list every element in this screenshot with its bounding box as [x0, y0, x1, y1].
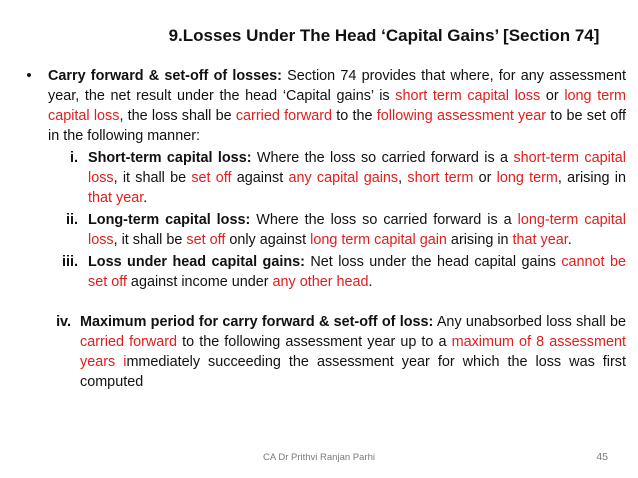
text-run: to be set off in the following manner:	[48, 108, 626, 144]
text-run: against income under	[126, 274, 273, 290]
list-number: i.	[70, 150, 78, 166]
text-run: or	[540, 88, 565, 104]
text-run: only against	[225, 232, 311, 248]
list-item-ii	[10, 210, 626, 250]
text-run: to the following assessment year up to a	[177, 334, 452, 350]
highlight-text: carried forward	[235, 108, 333, 124]
text-run: Where the loss so carried forward is a	[250, 212, 518, 228]
text-run: , arising in	[557, 170, 626, 186]
list-item-iii	[10, 252, 626, 292]
text-run: to the	[332, 108, 377, 124]
highlight-text: cannot be set off	[88, 254, 626, 290]
list-item-i	[10, 148, 626, 208]
item-heading: Short-term capital loss:	[88, 150, 252, 166]
highlight-text: set off	[186, 232, 226, 248]
list-number: iii.	[62, 254, 78, 270]
highlight-text: that year	[88, 190, 144, 206]
text-run: , the loss shall be	[119, 108, 236, 124]
footer-author: CA Dr Prithvi Ranjan Parhi	[263, 452, 375, 463]
list-item-text	[88, 148, 626, 208]
text-run: Section 74 provides that where, for any assessment year, the net result under the head ‘Capital gains’ is	[48, 68, 626, 104]
page-number: 45	[596, 451, 608, 463]
text-run: arising in	[446, 232, 513, 248]
text-run: ,	[398, 170, 408, 186]
highlight-text: long-term capital loss	[88, 212, 626, 248]
main-paragraph	[48, 66, 626, 146]
text-run: Any unabsorbed loss shall be	[433, 314, 626, 330]
text-run: .	[143, 190, 148, 206]
slide-body	[10, 66, 626, 392]
list-item-text	[88, 252, 626, 292]
text-run: .	[368, 274, 373, 290]
slide-title: 9.Losses Under The Head ‘Capital Gains’ [Section 74]	[168, 26, 600, 45]
text-run: Where the loss so carried forward is a	[251, 150, 514, 166]
highlight-text: long term capital gain	[310, 232, 447, 248]
highlight-text: any capital gains	[288, 170, 399, 186]
highlight-text: that year	[512, 232, 568, 248]
text-run: mmediately succeeding the assessment year for which the loss was first computed	[80, 354, 626, 390]
highlight-text: long term capital loss	[48, 88, 626, 124]
list-item-text	[80, 312, 626, 392]
text-run: , it shall be	[113, 232, 187, 248]
bullet-icon: •	[26, 67, 32, 84]
highlight-text: maximum of 8 assessment years i	[80, 334, 626, 370]
text-run: against	[231, 170, 289, 186]
highlight-text: short-term capital loss	[88, 150, 626, 186]
highlight-text: any other head	[272, 274, 369, 290]
highlight-text: following assessment year	[376, 108, 547, 124]
list-item-text	[88, 210, 626, 250]
highlight-text: short term capital loss	[395, 88, 541, 104]
list-number: iv.	[56, 314, 71, 330]
highlight-text: set off	[191, 170, 232, 186]
main-heading: Carry forward & set-off of losses:	[48, 68, 282, 84]
item-heading: Long-term capital loss:	[88, 212, 251, 228]
item-heading: Loss under head capital gains:	[88, 254, 305, 270]
highlight-text: short term	[407, 170, 474, 186]
highlight-text: long term	[496, 170, 558, 186]
text-run: , it shall be	[113, 170, 192, 186]
list-number: ii.	[66, 212, 78, 228]
list-item-iv	[10, 312, 626, 392]
text-run: or	[473, 170, 497, 186]
main-bullet	[10, 66, 626, 146]
highlight-text: carried forward	[80, 334, 178, 350]
item-heading: Maximum period for carry forward & set-off of loss:	[80, 314, 434, 330]
text-run: Net loss under the head capital gains	[304, 254, 562, 270]
text-run: .	[567, 232, 572, 248]
